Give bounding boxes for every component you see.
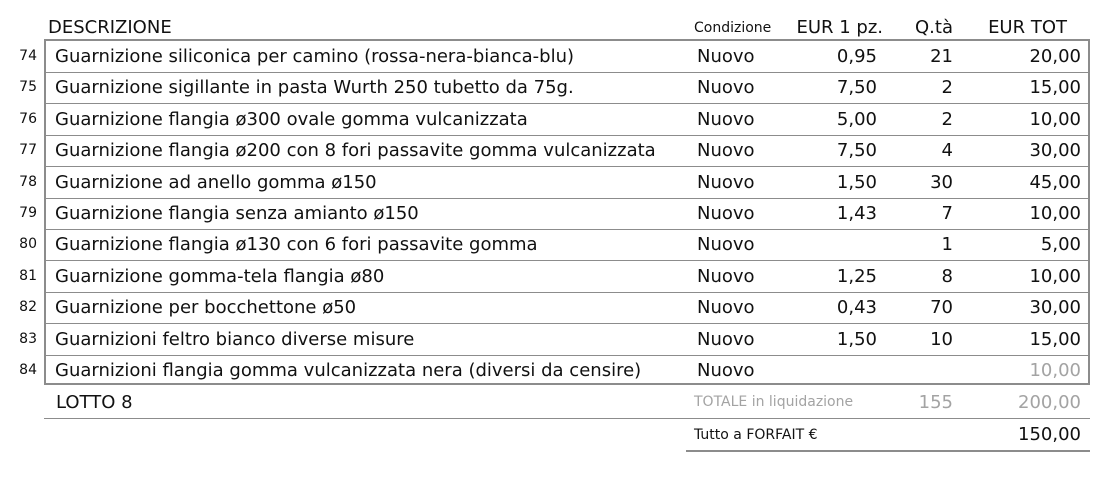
item-description: Guarnizione sigillante in pasta Wurth 250 tubetto da 75g. <box>55 77 574 98</box>
item-description: Guarnizione flangia senza amianto ø150 <box>55 203 419 224</box>
item-quantity: 4 <box>941 140 953 161</box>
item-quantity: 30 <box>930 172 953 193</box>
row-number: 83 <box>19 331 37 347</box>
item-condition: Nuovo <box>697 266 755 287</box>
totale-label: TOTALE in liquidazione <box>694 394 854 410</box>
row-number: 78 <box>19 174 37 190</box>
item-total: 45,00 <box>1029 172 1081 193</box>
item-condition: Nuovo <box>697 109 755 130</box>
item-description: Guarnizioni flangia gomma vulcanizzata nera (diversi da censire) <box>55 360 642 381</box>
item-condition: Nuovo <box>697 46 755 67</box>
item-condition: Nuovo <box>697 297 755 318</box>
row-number: 80 <box>19 236 37 252</box>
item-unit-price: 0,43 <box>836 297 877 318</box>
item-total: 30,00 <box>1029 297 1081 318</box>
item-total: 10,00 <box>1029 203 1081 224</box>
item-quantity: 2 <box>941 77 953 98</box>
row-number: 75 <box>19 79 37 95</box>
item-quantity: 70 <box>930 297 953 318</box>
item-unit-price: 1,50 <box>836 172 877 193</box>
item-total: 10,00 <box>1029 360 1081 381</box>
header-quantity: Q.tà <box>915 17 953 38</box>
item-condition: Nuovo <box>697 172 755 193</box>
row-number: 79 <box>19 205 37 221</box>
item-description: Guarnizione per bocchettone ø50 <box>55 297 357 318</box>
item-unit-price: 7,50 <box>836 77 877 98</box>
item-description: Guarnizione flangia ø200 con 8 fori passavite gomma vulcanizzata <box>55 140 656 161</box>
totale-eur: 200,00 <box>1018 392 1081 413</box>
item-quantity: 2 <box>941 109 953 130</box>
totale-quantity: 155 <box>918 392 953 413</box>
item-quantity: 1 <box>941 234 953 255</box>
item-condition: Nuovo <box>697 360 755 381</box>
item-total: 10,00 <box>1029 266 1081 287</box>
header-descrizione: DESCRIZIONE <box>48 17 172 38</box>
lotto-label: LOTTO 8 <box>56 392 133 413</box>
item-description: Guarnizioni feltro bianco diverse misure <box>55 329 415 350</box>
item-quantity: 8 <box>941 266 953 287</box>
item-description: Guarnizione ad anello gomma ø150 <box>55 172 377 193</box>
item-unit-price: 1,50 <box>836 329 877 350</box>
row-number: 74 <box>19 48 37 64</box>
item-condition: Nuovo <box>697 234 755 255</box>
item-unit-price: 5,00 <box>836 109 877 130</box>
item-total: 30,00 <box>1029 140 1081 161</box>
header-total: EUR TOT <box>988 17 1067 38</box>
item-quantity: 21 <box>930 46 953 67</box>
row-number: 81 <box>19 268 37 284</box>
item-unit-price: 7,50 <box>836 140 877 161</box>
item-total: 15,00 <box>1029 329 1081 350</box>
forfait-eur: 150,00 <box>1018 424 1081 445</box>
header-condizione: Condizione <box>694 20 772 36</box>
item-quantity: 7 <box>941 203 953 224</box>
item-quantity: 10 <box>930 329 953 350</box>
item-unit-price: 0,95 <box>836 46 877 67</box>
item-description: Guarnizione flangia ø300 ovale gomma vulcanizzata <box>55 109 528 130</box>
item-description: Guarnizione flangia ø130 con 6 fori passavite gomma <box>55 234 538 255</box>
item-unit-price: 1,25 <box>836 266 877 287</box>
header-unit-price: EUR 1 pz. <box>796 17 883 38</box>
lotto-divider <box>44 418 1090 419</box>
item-total: 10,00 <box>1029 109 1081 130</box>
item-condition: Nuovo <box>697 203 755 224</box>
item-condition: Nuovo <box>697 140 755 161</box>
item-description: Guarnizione siliconica per camino (rossa-nera-bianca-blu) <box>55 46 574 67</box>
item-unit-price: 1,43 <box>836 203 877 224</box>
row-number: 76 <box>19 111 37 127</box>
item-total: 20,00 <box>1029 46 1081 67</box>
item-total: 15,00 <box>1029 77 1081 98</box>
item-total: 5,00 <box>1040 234 1081 255</box>
row-number: 84 <box>19 362 37 378</box>
item-condition: Nuovo <box>697 77 755 98</box>
forfait-divider <box>686 450 1090 452</box>
item-condition: Nuovo <box>697 329 755 350</box>
item-description: Guarnizione gomma-tela flangia ø80 <box>55 266 385 287</box>
row-number: 77 <box>19 142 37 158</box>
row-number: 82 <box>19 299 37 315</box>
forfait-label: Tutto a FORFAIT € <box>694 427 818 443</box>
